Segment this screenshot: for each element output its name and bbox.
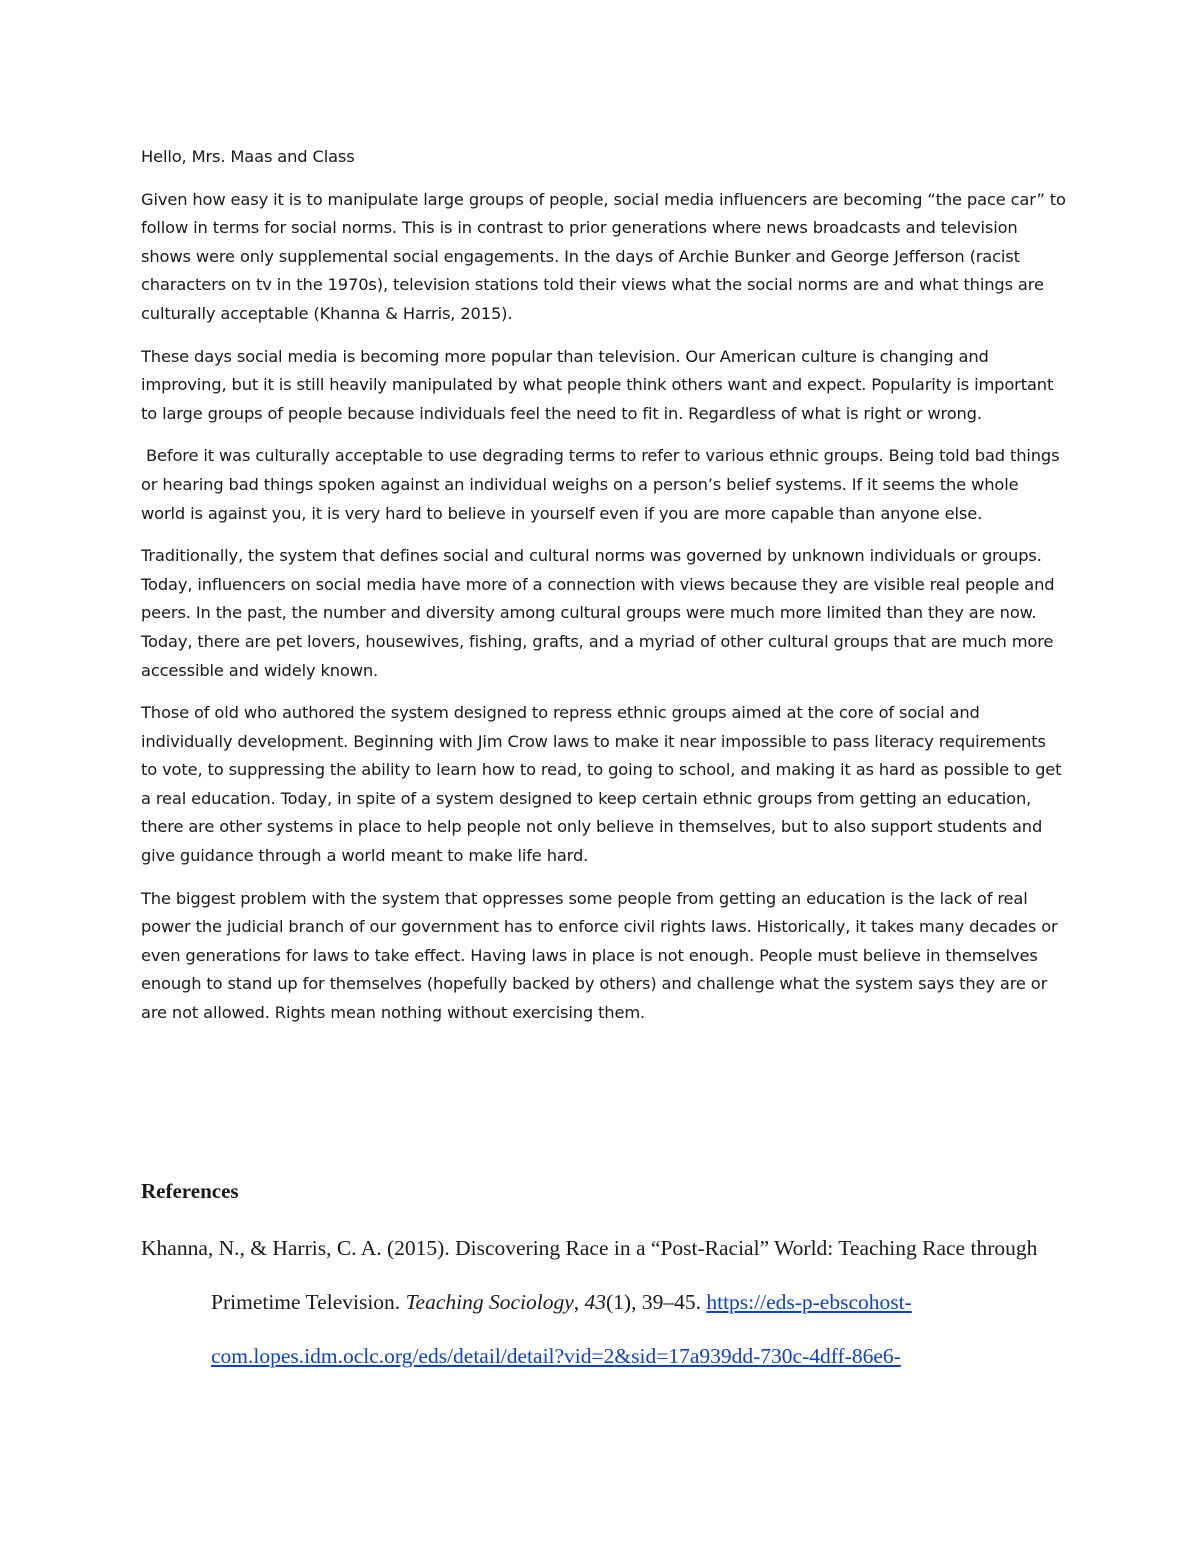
paragraph-3: Before it was culturally acceptable to use degrading terms to refer to various ethnic groups. Being told bad things or hearing bad things spoken against an individual weighs on a person’s belief systems. If it seems the whole world is against you, it is very hard to believe in yourself even if you are more capable than anyone else. xyxy=(141,446,1060,523)
paragraph-6: The biggest problem with the system that oppresses some people from getting an education is the lack of real power the judicial branch of our government has to enforce civil rights laws. Historically, it takes many decades or even generations for laws to take effect. Having laws in place is not enough. People must believe in themselves enough to stand up for themselves (hopefully backed by others) and challenge what the system says they are or are not allowed. Rights mean nothing without exercising them. xyxy=(141,888,1058,1023)
references-section xyxy=(141,1175,1081,1383)
reference-separator: , xyxy=(573,1290,585,1314)
reference-link[interactable]: https://eds-p-ebscohost-com.lopes.idm.oclc.org/eds/detail/detail?vid=2&sid=17a939dd-730c-4dff-86e6- xyxy=(211,1290,912,1368)
reference-issue-pages: (1), 39–45. xyxy=(606,1290,707,1314)
paragraph-1: Given how easy it is to manipulate large groups of people, social media influencers are becoming “the pace car” to follow in terms for social norms. This is in contrast to prior generations where news broadcasts and television shows were only supplemental social engagements. In the days of Archie Bunker and George Jefferson (racist characters on tv in the 1970s), television stations told their views what the social norms are and what things are culturally acceptable (Khanna & Harris, 2015). xyxy=(141,189,1066,323)
reference-volume: 43 xyxy=(584,1290,607,1314)
paragraph-5: Those of old who authored the system designed to repress ethnic groups aimed at the core of social and individually development. Beginning with Jim Crow laws to make it near impossible to pass literacy requirements to vote, to suppressing the ability to learn how to read, to going to school, and making it as hard as possible to get a real education. Today, in spite of a system designed to keep certain ethnic groups from getting an education, there are other systems in place to help people not only believe in themselves, but to also support students and give guidance through a world meant to make life hard. xyxy=(141,703,1062,866)
reference-entry xyxy=(141,1221,1081,1383)
greeting: Hello, Mrs. Maas and Class xyxy=(141,147,355,166)
reference-citation: Khanna, N., & Harris, C. A. (2015). Discovering Race in a “Post-Racial” World: Teaching Race through Primetime Television. xyxy=(141,1236,1038,1314)
references-heading: References xyxy=(141,1179,239,1203)
reference-journal: Teaching Sociology xyxy=(405,1290,574,1314)
paragraph-2: These days social media is becoming more popular than television. Our American culture is changing and improving, but it is still heavily manipulated by what people think others want and expect. Popularity is important to large groups of people because individuals feel the need to fit in. Regardless of what is right or wrong. xyxy=(141,346,1054,423)
paragraph-4: Traditionally, the system that defines social and cultural norms was governed by unknown individuals or groups. Today, influencers on social media have more of a connection with views because they are visible real people and peers. In the past, the number and diversity among cultural groups were much more limited than they are now. Today, there are pet lovers, housewives, fishing, grafts, and a myriad of other cultural groups that are much more accessible and widely known. xyxy=(141,546,1055,680)
document-body xyxy=(141,143,1066,1042)
